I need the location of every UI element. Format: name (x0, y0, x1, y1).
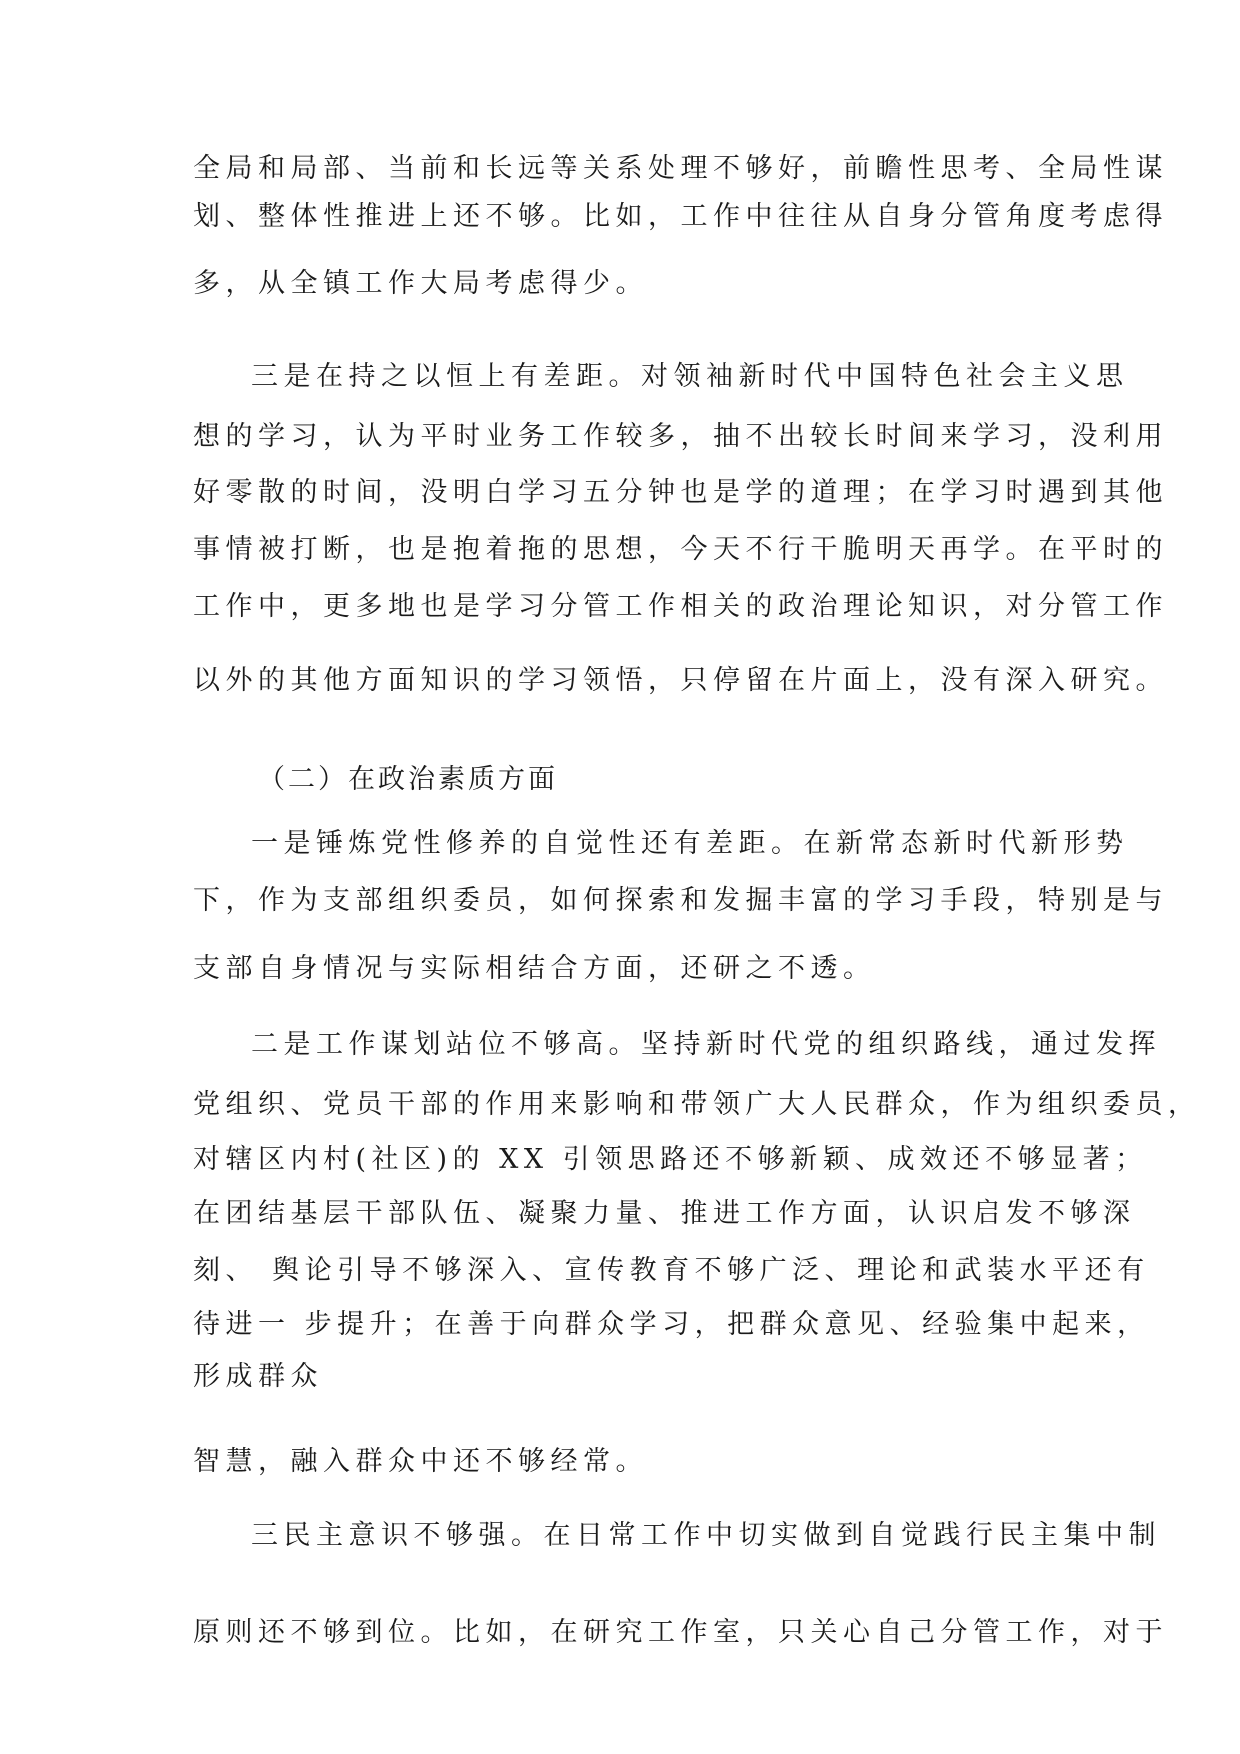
body-line: 下，作为支部组织委员，如何探索和发掘丰富的学习手段，特别是与 (193, 885, 1168, 916)
body-line: 待进一 步提升；在善于向群众学习，把群众意见、经验集中起来， (193, 1309, 1150, 1340)
body-line: 划、整体性推进上还不够。比如，工作中往往从自身分管角度考虑得 (193, 201, 1168, 232)
body-line: 多，从全镇工作大局考虑得少。 (193, 268, 648, 299)
body-line: 事情被打断，也是抱着拖的思想，今天不行干脆明天再学。在平时的 (193, 534, 1168, 565)
body-line: 党组织、党员干部的作用来影响和带领广大人民群众，作为组织委员， (193, 1089, 1201, 1120)
body-line: 智慧，融入群众中还不够经常。 (193, 1446, 648, 1477)
body-line: 想的学习，认为平时业务工作较多，抽不出较长时间来学习，没利用 (193, 421, 1168, 452)
body-line: 刻、 舆论引导不够深入、宣传教育不够广泛、理论和武装水平还有 (193, 1255, 1150, 1286)
body-line: 支部自身情况与实际相结合方面，还研之不透。 (193, 953, 876, 984)
body-line: 工作中，更多地也是学习分管工作相关的政治理论知识，对分管工作 (193, 591, 1168, 622)
paragraph-first-line: 二是工作谋划站位不够高。坚持新时代党的组织路线，通过发挥 (251, 1029, 1161, 1060)
body-line: 形成群众 (193, 1361, 323, 1392)
paragraph-first-line: 三民主意识不够强。在日常工作中切实做到自觉践行民主集中制 (251, 1520, 1161, 1551)
body-line: 对辖区内村(社区)的 XX 引领思路还不够新颖、成效还不够显著； (193, 1144, 1148, 1175)
body-line: 好零散的时间，没明白学习五分钟也是学的道理；在学习时遇到其他 (193, 477, 1168, 508)
section-heading: （二）在政治素质方面 (258, 764, 558, 795)
paragraph-first-line: 三是在持之以恒上有差距。对领袖新时代中国特色社会主义思 (251, 361, 1129, 392)
body-line: 以外的其他方面知识的学习领悟，只停留在片面上，没有深入研究。 (193, 665, 1168, 696)
body-line: 原则还不够到位。比如，在研究工作室，只关心自己分管工作，对于 (193, 1617, 1168, 1648)
body-line: 在团结基层干部队伍、凝聚力量、推进工作方面，认识启发不够深 (193, 1198, 1136, 1229)
body-line: 全局和局部、当前和长远等关系处理不够好，前瞻性思考、全局性谋 (193, 153, 1168, 184)
paragraph-first-line: 一是锤炼党性修养的自觉性还有差距。在新常态新时代新形势 (251, 828, 1129, 859)
